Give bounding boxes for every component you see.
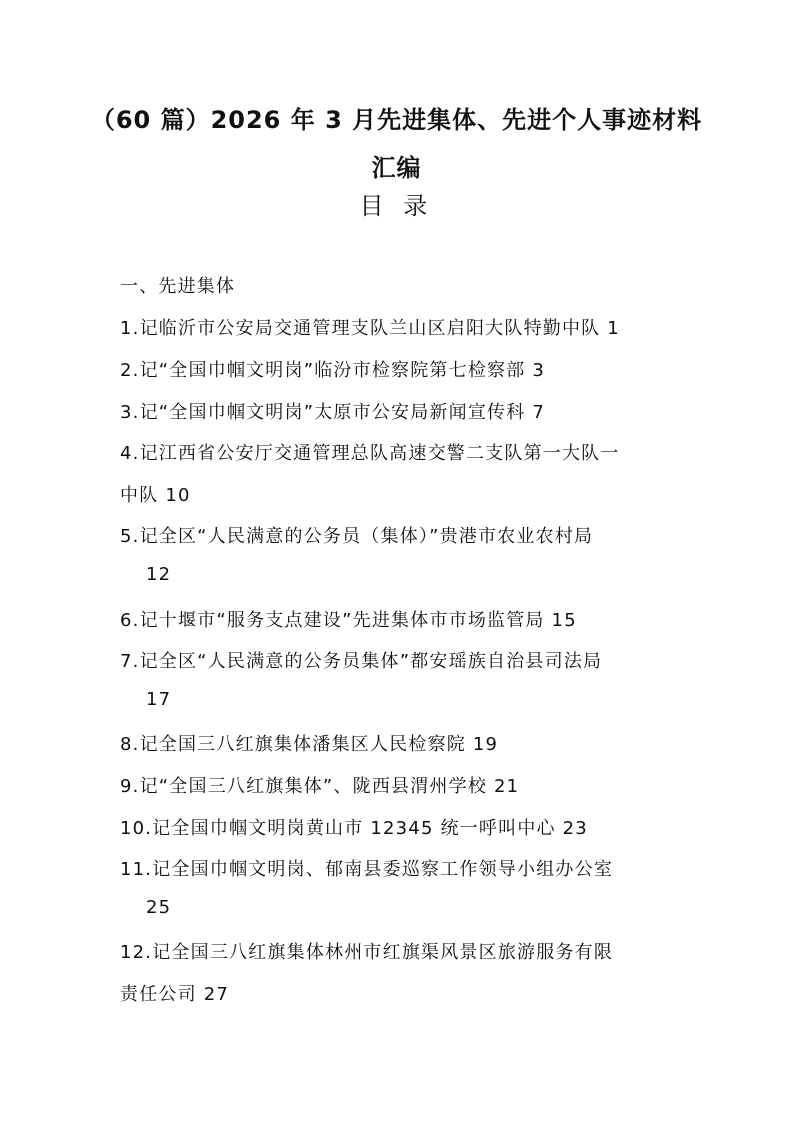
toc-entry-12-continuation[interactable]: 责任公司 27 — [120, 984, 230, 1005]
toc-entry-1[interactable]: 1.记临沂市公安局交通管理支队兰山区启阳大队特勤中队 1 — [120, 318, 620, 339]
toc-entry-11-continuation[interactable]: 25 — [146, 897, 172, 918]
toc-entry-9[interactable]: 9.记“全国三八红旗集体”、陇西县渭州学校 21 — [120, 776, 520, 797]
toc-entry-11[interactable]: 11.记全国巾帼文明岗、郁南县委巡察工作领导小组办公室 — [120, 859, 614, 880]
section-heading: 一、先进集体 — [120, 276, 236, 297]
toc-entry-10[interactable]: 10.记全国巾帼文明岗黄山市 12345 统一呼叫中心 23 — [120, 818, 588, 839]
toc-entry-6[interactable]: 6.记十堰市“服务支点建设”先进集体市市场监管局 15 — [120, 610, 577, 631]
toc-entry-12[interactable]: 12.记全国三八红旗集体林州市红旗渠风景区旅游服务有限 — [120, 942, 614, 963]
toc-entry-8[interactable]: 8.记全国三八红旗集体潘集区人民检察院 19 — [120, 734, 499, 755]
toc-entry-5-continuation[interactable]: 12 — [146, 564, 172, 585]
document-title-line-1: （60 篇）2026 年 3 月先进集体、先进个人事迹材料 — [90, 106, 703, 134]
toc-entry-4-continuation[interactable]: 中队 10 — [120, 485, 191, 506]
toc-entry-3[interactable]: 3.记“全国巾帼文明岗”太原市公安局新闻宣传科 7 — [120, 402, 545, 423]
toc-entry-4[interactable]: 4.记江西省公安厅交通管理总队高速交警二支队第一大队一 — [120, 443, 620, 464]
toc-entry-7-continuation[interactable]: 17 — [146, 689, 172, 710]
toc-entry-7[interactable]: 7.记全区“人民满意的公务员集体”都安瑶族自治县司法局 — [120, 651, 603, 672]
toc-entry-2[interactable]: 2.记“全国巾帼文明岗”临汾市检察院第七检察部 3 — [120, 360, 545, 381]
toc-entry-5[interactable]: 5.记全区“人民满意的公务员（集体）”贵港市农业农村局 — [120, 526, 594, 547]
document-title-line-2: 汇编 — [371, 154, 422, 182]
toc-heading: 目 录 — [359, 192, 434, 220]
